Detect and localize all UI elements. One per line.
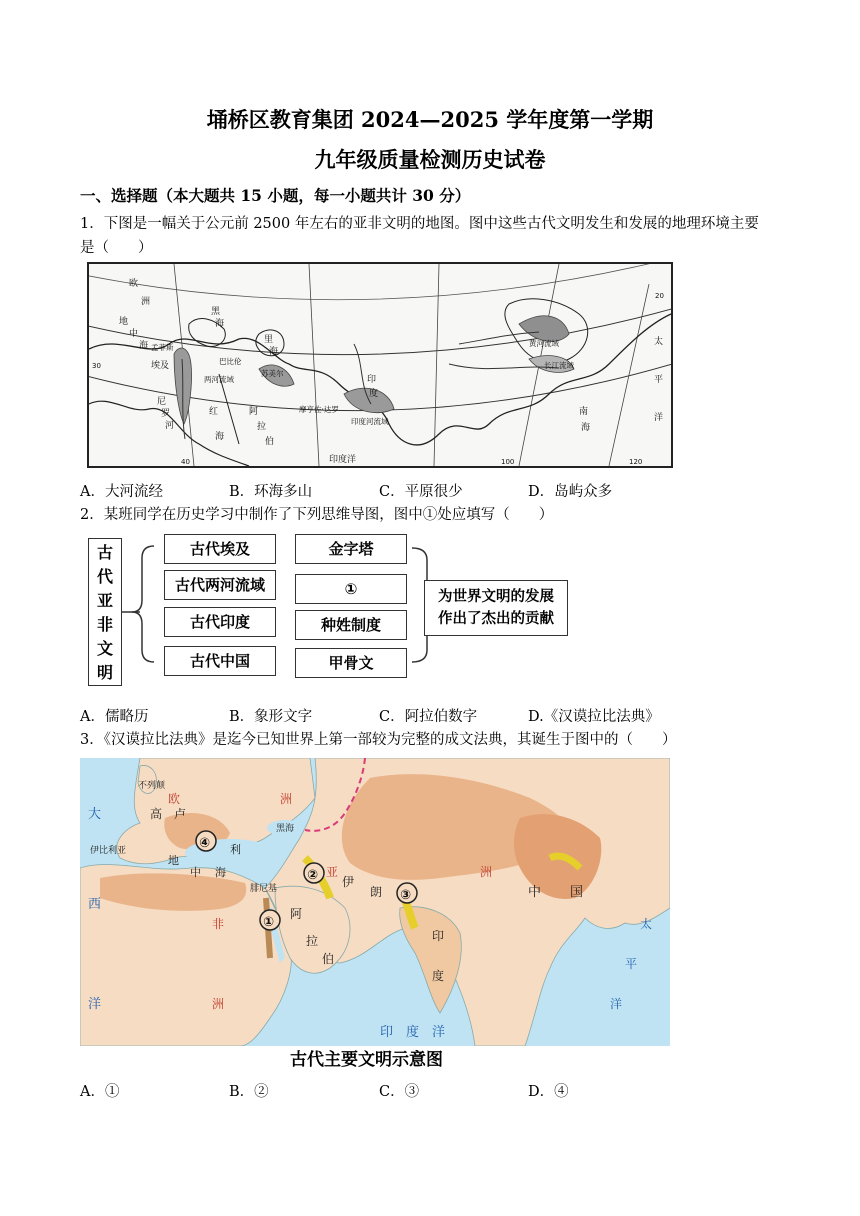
mm-civ-india: 古代印度 [164,607,276,637]
q1-option-d[interactable]: D．岛屿众多 [528,484,613,500]
q1-label-med-a: 地 [119,317,129,327]
q1-label-indus: 印度河流域 [351,417,389,426]
q3-label-europe-ou: 欧 [168,792,181,806]
q1-label-caspian-a: 里 [264,335,274,345]
mm-result-line2: 作出了杰出的贡献 [438,611,554,627]
mm-ach-blank: ① [295,574,407,604]
q3-label-pacific-tai: 太 [640,917,653,931]
q3-label-lu: 卢 [174,807,187,821]
q3-label-a1: 阿 [290,907,303,921]
q1-label-nile-c: 河 [165,421,175,431]
q1-option-a[interactable]: A．大河流经 [80,484,163,500]
q3-label-feni: 腓尼基 [250,884,278,894]
q2-option-b[interactable]: B．象形文字 [229,709,313,725]
q2-option-d[interactable]: D.《汉谟拉比法典》 [528,709,660,725]
mm-root-char-2: 代 [96,567,113,586]
q2-stem: 2．某班同学在历史学习中制作了下列思维导图，图中①处应填写（ ） [80,507,554,523]
q3-label-gao: 高 [150,807,163,821]
q2-option-a[interactable]: A．儒略历 [80,709,149,725]
q3-label-atlantic-b: 西 [88,897,102,912]
q1-label-europe-b: 洲 [141,297,151,307]
q3-label-iberia: 伊比利亚 [90,846,127,856]
q1-label-med-c: 海 [139,341,149,351]
q3-label-pacific-ping: 平 [625,957,638,971]
mm-root-char-1: 古 [96,543,113,562]
q1-option-b[interactable]: B．环海多山 [229,484,313,500]
q3-label-black-sea: 黑海 [276,824,295,834]
q3-label-zhou2: 洲 [212,997,225,1011]
q3-label-china-guo: 国 [570,885,584,900]
q2-option-c[interactable]: C．阿拉伯数字 [379,709,478,725]
q1-label-south-sea-b: 海 [581,423,591,433]
q1-label-changjiang: 长江流域 [544,361,574,370]
q3-label-li: 利 [230,843,241,856]
q3-stem: 3．《汉谟拉比法典》是迄今已知世界上第一部较为完整的成文法典，其诞生于图中的（ ） [80,732,677,748]
q1-label-arabia-a: 阿 [249,407,259,417]
q3-label-china-zhong: 中 [528,885,542,900]
q3-option-b[interactable]: B．② [229,1084,269,1100]
q1-label-pacific-b: 平 [654,375,664,385]
mm-result-line1: 为世界文明的发展 [438,589,554,605]
mm-result-box [424,580,568,636]
q1-label-babylon: 巴比伦 [219,357,242,366]
q3-label-hai: 海 [215,866,226,879]
q1-label-med-b: 中 [129,329,139,339]
q3-marker-1: ① [263,915,275,930]
q1-label-mesopotamia: 两河流域 [204,375,234,384]
q3-label-fei: 非 [212,917,225,931]
section-heading: 一、选择题（本大题共 15 小题，每一小题共计 30 分） [80,186,471,205]
q1-label-south-sea-a: 南 [579,407,589,417]
exam-title-line1: 埇桥区教育集团 2024—2025 学年度第一学期 [206,107,654,132]
q3-label-ya: 亚 [326,865,339,879]
q3-label-yin: 印 [432,929,445,943]
q3-label-di: 地 [168,854,179,867]
mm-root-char-3: 亚 [96,591,113,610]
mm-root-char-4: 非 [96,615,113,634]
q3-label-atlantic-c: 洋 [88,997,102,1012]
q3-label-lang: 朗 [370,885,383,899]
q3-label-bo: 伯 [322,952,335,966]
q1-label-pacific-c: 洋 [654,413,664,423]
q1-tick-lon30: 30 [92,362,101,370]
mm-civ-egypt: 古代埃及 [164,534,276,564]
q1-label-red-b: 海 [215,432,225,442]
q1-label-indian-ocean: 印度洋 [329,455,357,465]
mm-civ-mesopotamia: 古代两河流域 [164,570,276,600]
q1-tick-lat20: 20 [655,292,664,300]
q1-label-india-b: 度 [369,389,379,399]
q3-label-yi: 伊 [342,875,355,889]
q3-civilizations-map [80,758,670,1046]
q3-option-c[interactable]: C．③ [379,1084,420,1100]
mm-civ-china: 古代中国 [164,646,276,676]
q3-label-britain: 不列颠 [138,781,166,791]
q3-map-caption: 古代主要文明示意图 [290,1050,443,1070]
q1-option-c[interactable]: C．平原很少 [379,484,463,500]
mm-root-char-6: 明 [96,663,113,682]
q3-marker-2: ② [307,868,319,883]
q3-label-atlantic-a: 大 [88,807,102,822]
q1-label-sumer: 苏美尔 [261,369,284,378]
q1-asia-africa-map [87,262,673,468]
q1-label-nile-b: 罗 [161,409,171,419]
q1-label-red-a: 红 [209,407,219,417]
q1-label-pacific-a: 太 [654,337,664,347]
q3-label-indian-ocean: 印 度 洋 [380,1025,446,1040]
q3-label-europe-zhou: 洲 [280,792,293,806]
q1-label-europe-a: 欧 [129,279,139,289]
q1-label-arabia-b: 拉 [257,422,267,432]
mm-root-char-5: 文 [96,639,113,658]
mm-root-box [88,538,122,686]
q1-label-caspian-b: 海 [269,347,279,357]
q1-map-drawing [89,264,671,466]
exam-title-line2: 九年级质量检测历史试卷 [314,147,546,172]
mm-ach-oracle: 甲骨文 [295,648,407,678]
q1-label-black-b: 海 [215,319,225,329]
q3-label-pacific-yang: 洋 [610,997,623,1011]
q1-label-arabia-c: 伯 [265,437,275,447]
q3-map-drawing [80,758,670,1046]
q3-label-du: 度 [432,969,445,983]
mm-ach-caste: 种姓制度 [295,610,407,640]
q1-label-egypt: 埃及 [151,361,170,371]
q3-label-la: 拉 [306,934,319,948]
q1-tick-lon100: 100 [501,458,515,466]
q3-option-a[interactable]: A．① [80,1084,120,1100]
mm-ach-pyramid: 金字塔 [295,534,407,564]
q1-stem-line2: 是（ ） [80,240,153,256]
q1-tick-lon120: 120 [629,458,643,466]
q1-label-nile-a: 尼 [157,397,167,407]
q3-label-zhong: 中 [190,866,201,879]
q3-label-asia-zhou: 洲 [480,865,493,879]
q1-stem-line1: 1．下图是一幅关于公元前 2500 年左右的亚非文明的地图。图中这些古代文明发生和发展的地理环境主要 [80,216,759,232]
q3-marker-4: ④ [199,836,211,851]
q1-label-mohenjo: 摩亨佐·达罗 [299,405,339,414]
q3-option-d[interactable]: D．④ [528,1084,569,1100]
q1-label-memphis: 孟菲斯 [151,343,174,352]
q1-label-black-a: 黑 [211,307,221,317]
q1-label-huanghe: 黄河流域 [529,339,559,348]
q1-label-india-a: 印 [367,375,377,385]
q1-tick-lat40: 40 [181,458,190,466]
q3-marker-3: ③ [400,888,412,903]
